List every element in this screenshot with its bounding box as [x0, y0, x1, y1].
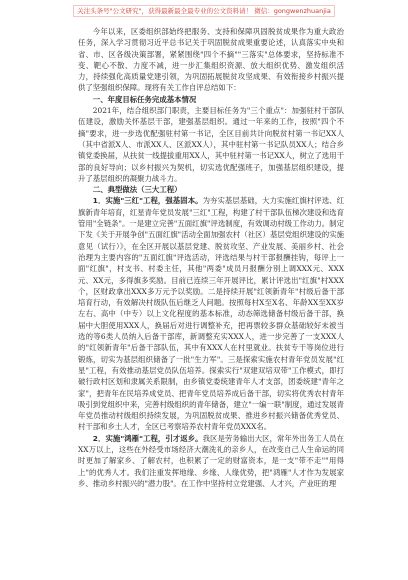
- section-paragraph: 2021年，结合组织部门职责，主要目标任务为"三个重点"：加强驻村干部队伍建设，激励关怀基层干部，建强基层组织。通过一年来的工作，按照"四个不摘"要求，进一步选优配强驻村第一书记，全区目前共计向脱贫村第一书记XX人（其中省派X人、市派XX人、区派XX人），其中驻村第一书记队员XX人；结合乡镇党委换届，从扶贫一线提拔重用XX人，其中驻村第一书记XX人，树立了选用干部的良好导向；以乡村振兴为契机，切实选优配强班子，加强基层组织建设，提升了基层组织的凝聚力战斗力。: [78, 106, 344, 183]
- subsection-heading: 2．实施"鸿雁"工程，引才返乡。: [92, 433, 203, 443]
- section-heading: 二、典型做法（三大工程）: [92, 185, 182, 195]
- subsection-paragraph: [78, 433, 344, 489]
- banner-text: 关注头条号"公文研究"，获得最新最全最专业的公文资料请！ 微信：gongwenzhuanjia: [73, 5, 335, 17]
- section-heading: 一、年度目标任务完成基本情况: [92, 94, 197, 104]
- subsection-paragraph: [78, 195, 344, 432]
- subsection-text: 我区是劳务输出大区，常年外出务工人员在XX万以上，这些在外经受市场经济大潮洗礼的亲乡人，在改变自己人生命运的同时更加了解家乡、了解农村，也积累了一定的财富资本，是一支"带不走""用得上"的优秀人才。我们注重发挥地缘、乡缘、人缘优势，把"鸿雁"人才作为发展家乡、推动乡村振兴的"潜力股"。在工作中坚持村立党建强、人才兴，产业旺的理: [78, 433, 344, 488]
- intro-paragraph: 今年以来，区委组织部始终把服务、支持和保障巩固脱贫成果作为重大政治任务，深入学习贯彻习近平总书记关于巩固脱贫成果重要论述，认真落实中央和省、市、区各级决策部署，紧紧围绕"四个不摘""三落实"总体要求，坚持标准不变、靶心不散、力度不减，进一步汇集组织资源、放大组织优势、激发组织活力，持续强化高质量党建引领，为巩固拓展脱贫攻坚成果、有效衔接乡村振兴提供了坚强组织保障。现将有关工作自评总结如下：: [78, 27, 344, 93]
- subsection-heading: 1．实施"三红"工程，强基固本。: [92, 196, 203, 206]
- document-body: [78, 26, 344, 489]
- top-banner: [0, 4, 408, 18]
- subsection-text: 为夯实基层基础，大力实施红旗村评选、红旗新青年培育，红星青年党员发展"三红"工程，构建了村干部队伍梯次建设和选育管用"全链条"。一是建立完善"五面红旗"评选制度，有效调动村级工作动力。制定下发《关于开展争创"五面红旗"活动全面加强农村（社区）基层党组织建设的实施意见（试行）》，在全区开展以基层党建、脱贫攻坚、产业发展、美丽乡村、社会治理为主要内容的"五面红旗"评选活动，评选结果与村干部报酬挂钩，每评上一面"红旗"，村支书、村委主任，其他"两委"成员月报酬分别上调XXX元、XXX元、XX元，多得旗多奖励。目前已连续三年开展评比，累计评选出"红旗"村XXX个，区财政拿出XXX多万元予以奖励。二是持续开展"红领新青年"村级后备干部培育行动，有效解决村级队伍后继乏人问题。按照每村X至X名、年龄XX至XX岁左右、高中（中专）以上文化程度的基本标准，动态筛选储备村级后备干部，换届中大胆使用XXX人，换届后对进行调整补充，把再票较多群众基础较好未被当选的等6类人员纳入后备干部库，新调整充实XXX人，进一步完善了一支XXX人的"红领新青年"后备干部队伍，其中有XXX人在村里就业。扶贫专干等岗位进行锻炼，切实为基层组织储备了一批"生力军"。三是探索实施农村青年党员发展"红星"工程，有效推动基层党员队伍培养。探索实行"双建双培双带"工作模式，即打破行政村区划和隶属关系限制，由乡镇党委统建青年人才支部，团委统建"青年之家"，把青年在民培养成党员、把青年党员培养成后备干部，切实将优秀农村青年吸引到党组织中来，完善村级组织的青年储备，建立"一编一联"制度，通过发展青年党员推动村级组织持续发展，为巩固脱贫成果、推进乡村振兴储备优秀党员、村干部和乡土人才，全区已考察培养农村青年党员XXX名。: [78, 196, 344, 432]
